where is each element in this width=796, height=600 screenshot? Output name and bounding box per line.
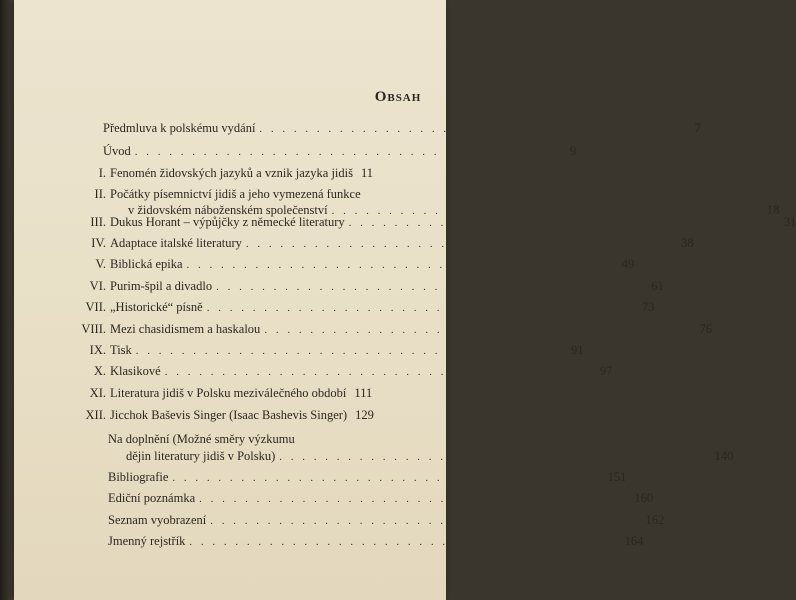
entry-title: Tisk (110, 343, 132, 357)
entry-title: Adaptace italské literatury (110, 236, 242, 250)
entry-title: Fenomén židovských jazyků a vznik jazyka jidiš (110, 166, 353, 180)
toc-entry (108, 512, 665, 528)
page-number: 7 (694, 121, 701, 135)
dot-leader: . . . . . . . . . . . . . . . . . . . . . . . . . . . . . . . . . . . . . . (206, 302, 638, 314)
dot-leader: . . . . . . . . . . . . . . . . . . . . . . . . . . . . . . . . . . . . . . (279, 451, 711, 463)
page-number: 73 (641, 300, 655, 314)
dot-leader: . . . . . . . . . . . . . . . . . . . . . . . . . . . . . . . . . . . . . . (259, 123, 691, 135)
toc-entry (110, 385, 372, 401)
toc-entry (110, 407, 372, 423)
chapter-number: II. (94, 187, 106, 201)
chapter-number: IV. (91, 236, 106, 250)
page-number: 151 (607, 470, 627, 484)
toc-entry (110, 278, 664, 294)
dot-leader: . . . . . . . . . . . . . . . . . . . . . . . . . . . . . . . . . . . . . . (172, 472, 604, 484)
page-number: 140 (714, 449, 734, 463)
dot-leader: . . . . . . . . . . . . . . . . . . . . . . . . . . . . . . . . . . . . . . (164, 366, 596, 378)
chapter-number: XII. (85, 408, 106, 422)
chapter-number: VI. (89, 279, 106, 293)
toc-entry (126, 448, 734, 464)
page-number: 18 (766, 203, 780, 217)
chapter-number: I. (98, 166, 106, 180)
page-number: 61 (651, 279, 664, 293)
page-number: 91 (571, 343, 584, 357)
entry-title: Klasikové (110, 364, 161, 378)
toc-entry (108, 533, 644, 549)
toc-entry (110, 299, 655, 315)
page-number: 11 (361, 166, 374, 180)
entry-title: Jmenný rejstřík (108, 534, 186, 548)
toc-entry (103, 120, 701, 136)
toc-entry (110, 342, 584, 358)
page-number: 129 (355, 408, 374, 422)
entry-title: Mezi chasidismem a haskalou (110, 322, 261, 336)
page-number: 31 (783, 215, 796, 229)
dot-leader: . . . . . . . . . . . . . . . . . . . . . . . . . . . . . . . . . . . . . . (134, 146, 567, 158)
toc-entry (110, 165, 372, 181)
entry-title: Literatura jidiš v Polsku meziválečného období (110, 386, 347, 400)
dot-leader: . . . . . . . . . . . . . . . . . . . . . . . . . . . . . . . . . . . . . . (199, 493, 631, 505)
toc-entry (110, 214, 796, 230)
chapter-number: IX. (89, 343, 106, 357)
page-number: 111 (354, 386, 373, 400)
entry-title: „Historické“ písně (110, 300, 203, 314)
chapter-number: XI. (89, 386, 106, 400)
page-number: 9 (570, 144, 577, 158)
entry-title: Purim-špil a divadlo (110, 279, 213, 293)
dot-leader: . . . . . . . . . . . . . . . . . . . . . . . . . . . . . . . . . . . . . . (135, 345, 568, 357)
toc-entry (110, 321, 713, 337)
page-number: 97 (599, 364, 613, 378)
chapter-number: III. (90, 215, 106, 229)
entry-title: Biblická epika (110, 257, 183, 271)
toc-entry (108, 469, 627, 485)
dot-leader: . . . . . . . . . . . . . . . . . . . . . . . . . . . . . . . . . . . . . . (245, 238, 678, 250)
page-title: Obsah (374, 89, 422, 105)
entry-title: Jicchok Baševis Singer (Isaac Bashevis Singer) (110, 408, 348, 422)
dot-leader: . . . . . . . . . . . . . . . . . . . . . . . . . . . . . . . . . . . . . . (189, 536, 621, 548)
page-number: 162 (645, 513, 665, 527)
entry-title: Ediční poznámka (108, 491, 196, 505)
entry-title: Předmluva k polskému vydání (103, 121, 256, 135)
dot-leader: . . . . . . . . . . . . . . . . . . . . . . . . . . . . . . . . . . . . . . (264, 324, 696, 336)
chapter-number: X. (93, 364, 106, 378)
dot-leader: . . . . . . . . . . . . . . . . . . . . . . . . . . . . . . . . . . . . . . (331, 205, 763, 217)
dot-leader: . . . . . . . . . . . . . . . . . . . . . . . . . . . . . . . . . . . . . . (216, 281, 648, 293)
toc-entry (110, 235, 694, 251)
entry-title-line1: Na doplnění (Možné směry výzkumu (108, 432, 295, 446)
entry-title: Seznam vyobrazení (108, 513, 207, 527)
chapter-number: VII. (85, 300, 106, 314)
page-number: 76 (699, 322, 713, 336)
toc-entry (110, 363, 613, 379)
chapter-number: V. (95, 257, 106, 271)
dot-leader: . . . . . . . . . . . . . . . . . . . . . . . . . . . . . . . . . . . . . . (186, 259, 618, 271)
entry-title: Úvod (103, 144, 131, 158)
entry-title: Dukus Horant – výpůjčky z německé literatury (110, 215, 345, 229)
toc-entry (110, 256, 635, 272)
entry-title: Bibliografie (108, 470, 169, 484)
chapter-number: VIII. (81, 322, 106, 336)
entry-title-line2: v židovském náboženském společenství (128, 203, 328, 217)
toc-entry (108, 490, 654, 506)
entry-title-line1: Počátky písemnictví jidiš a jeho vymezená funkce (110, 187, 361, 201)
page-number: 38 (681, 236, 694, 250)
entry-title-line2: dějin literatury jidiš v Polsku) (126, 449, 276, 463)
toc-entry (103, 143, 577, 159)
dot-leader: . . . . . . . . . . . . . . . . . . . . . . . . . . . . . . . . . . . . . . (348, 217, 780, 229)
page-number: 160 (634, 491, 654, 505)
page-number: 164 (624, 534, 644, 548)
dot-leader: . . . . . . . . . . . . . . . . . . . . . . . . . . . . . . . . . . . . . . (210, 515, 642, 527)
page-number: 49 (621, 257, 635, 271)
